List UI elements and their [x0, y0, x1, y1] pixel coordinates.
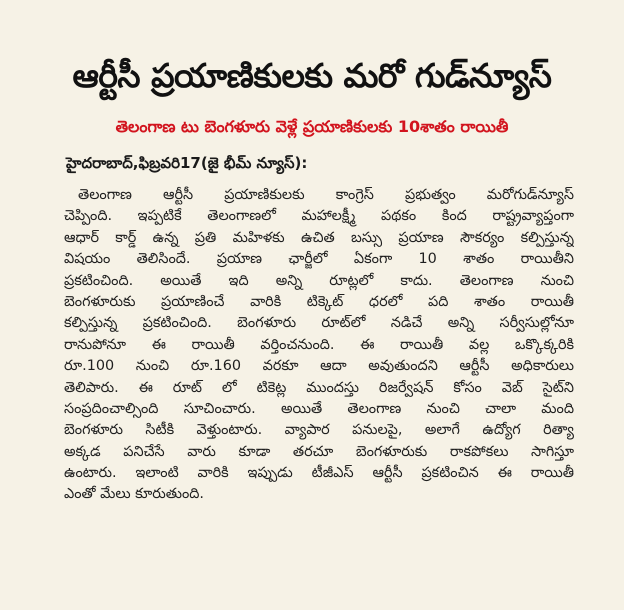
headline: ఆర్టీసీ ప్రయాణికులకు మరో గుడ్‌న్యూస్ [72, 56, 552, 95]
body-line: ఉంటారు. ఇలాంటి వారికి ఇప్పుడు టీజీఎస్ ఆర్టీసీ ప్రకటించిన ఈ రాయితీ [64, 465, 574, 482]
article-body [64, 185, 574, 506]
body-line: ఆధార్ కార్డ్ ఉన్న ప్రతి మహిళకు ఉచిత బస్సు ప్రయాణ సౌకర్యం కల్పిస్తున్న [64, 229, 574, 246]
body-line: కల్పిస్తున్న ప్రకటించింది. బెంగళూరు రూట్‌లో నడిచే అన్ని సర్వీసుల్లోనూ [64, 315, 574, 332]
body-line: అక్కడ పనిచేసే వారు కూడా తరచూ బెంగళూరుకు రాకపోకలు సాగిస్తూ [64, 443, 574, 460]
subheadline: తెలంగాణ టు బెంగళూరు వెళ్లే ప్రయాణికులకు 10శాతం రాయితీ [115, 117, 509, 136]
body-line: రానుపోనూ ఈ రాయితీ వర్తించనుంది. ఈ రాయితీ వల్ల ఒక్కొక్కరికి [64, 336, 574, 353]
body-line: బెంగళూరుకు ప్రయాణించే వారికి టిక్కెట్ ధరలో పది శాతం రాయితీ [64, 293, 574, 310]
body-line: చెప్పింది. ఇప్పటికే తెలంగాణలో మహాలక్ష్మీ పథకం కింద రాష్ట్రవ్యాప్తంగా [64, 208, 574, 225]
body-line: రూ.100 నుంచి రూ.160 వరకూ ఆదా అవుతుందని ఆర్టీసీ అధికారులు [64, 358, 574, 375]
body-line: తెలిపారు. ఈ రూట్ లో టికెట్ల ముందస్తు రిజర్వేషన్ కోసం వెబ్ సైట్‌ని [64, 379, 574, 396]
body-line: ఎంతో మేలు కూరుతుంది. [64, 486, 204, 503]
dateline: హైదరాబాద్,ఫిబ్రవరి17(జై భీమ్ న్యూస్): [66, 154, 308, 172]
body-line: ప్రకటించింది. అయితే ఇది అన్ని రూట్లలో కాదు. తెలంగాణ నుంచి [64, 272, 574, 289]
body-line: సంప్రదించాల్సింది సూచించారు. అయితే తెలంగాణ నుంచి చాలా మంది [64, 400, 574, 417]
body-line: బెంగళూరు సిటీకి వెళ్తుంటారు. వ్యాపార పనులపై, అలాగే ఉద్యోగ రిత్యా [64, 422, 574, 439]
body-line: తెలంగాణ ఆర్టీసీ ప్రయాణికులకు కాంగ్రెస్ ప్రభుత్వం మరోగుడ్‌న్యూస్ [78, 187, 574, 203]
body-line: విషయం తెలిసిందే. ప్రయాణ ఛార్జీలో ఏకంగా 10 శాతం రాయితీని [64, 251, 574, 268]
